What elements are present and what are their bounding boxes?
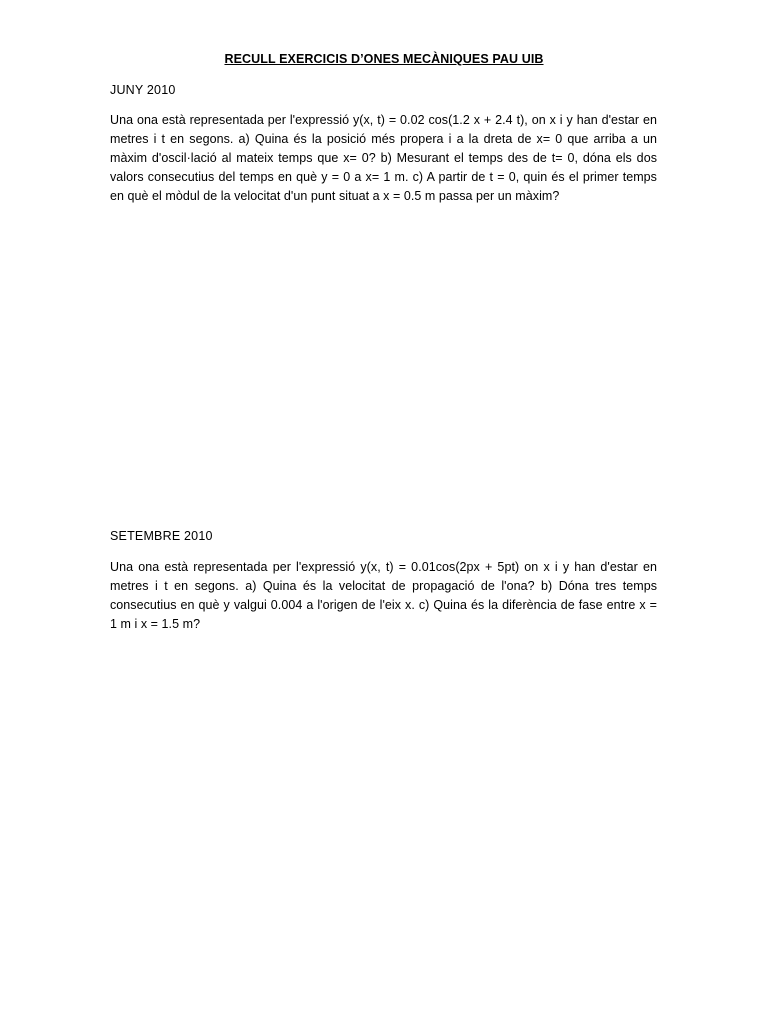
- section-heading-juny-2010: JUNY 2010: [110, 83, 176, 97]
- section-heading-setembre-2010: SETEMBRE 2010: [110, 529, 213, 543]
- exercise-paragraph-juny-2010: Una ona està representada per l'expressió y(x, t) = 0.02 cos(1.2 x + 2.4 t), on x i y han d'estar en metres i t en segons. a) Quina és la posició més propera i a la dreta de x= 0 que arriba a un màxim d'oscil·lació al mateix temps que x= 0? b) Mesurant el temps des de t= 0, dóna els dos valors consecutius del temps en què y = 0 a x= 1 m. c) A partir de t = 0, quin és el primer temps en què el mòdul de la velocitat d'un punt situat a x = 0.5 m passa per un màxim?: [110, 113, 657, 203]
- exercise-paragraph-setembre-2010: Una ona està representada per l'expressió y(x, t) = 0.01cos(2px + 5pt) on x i y han d'estar en metres i t en segons. a) Quina és la velocitat de propagació de l'ona? b) Dóna tres temps consecutius en què y valgui 0.004 a l'origen de l'eix x. c) Quina és la diferència de fase entre x = 1 m i x = 1.5 m?: [110, 560, 657, 631]
- document-title: RECULL EXERCICIS D’ONES MECÀNIQUES PAU UIB: [224, 52, 544, 66]
